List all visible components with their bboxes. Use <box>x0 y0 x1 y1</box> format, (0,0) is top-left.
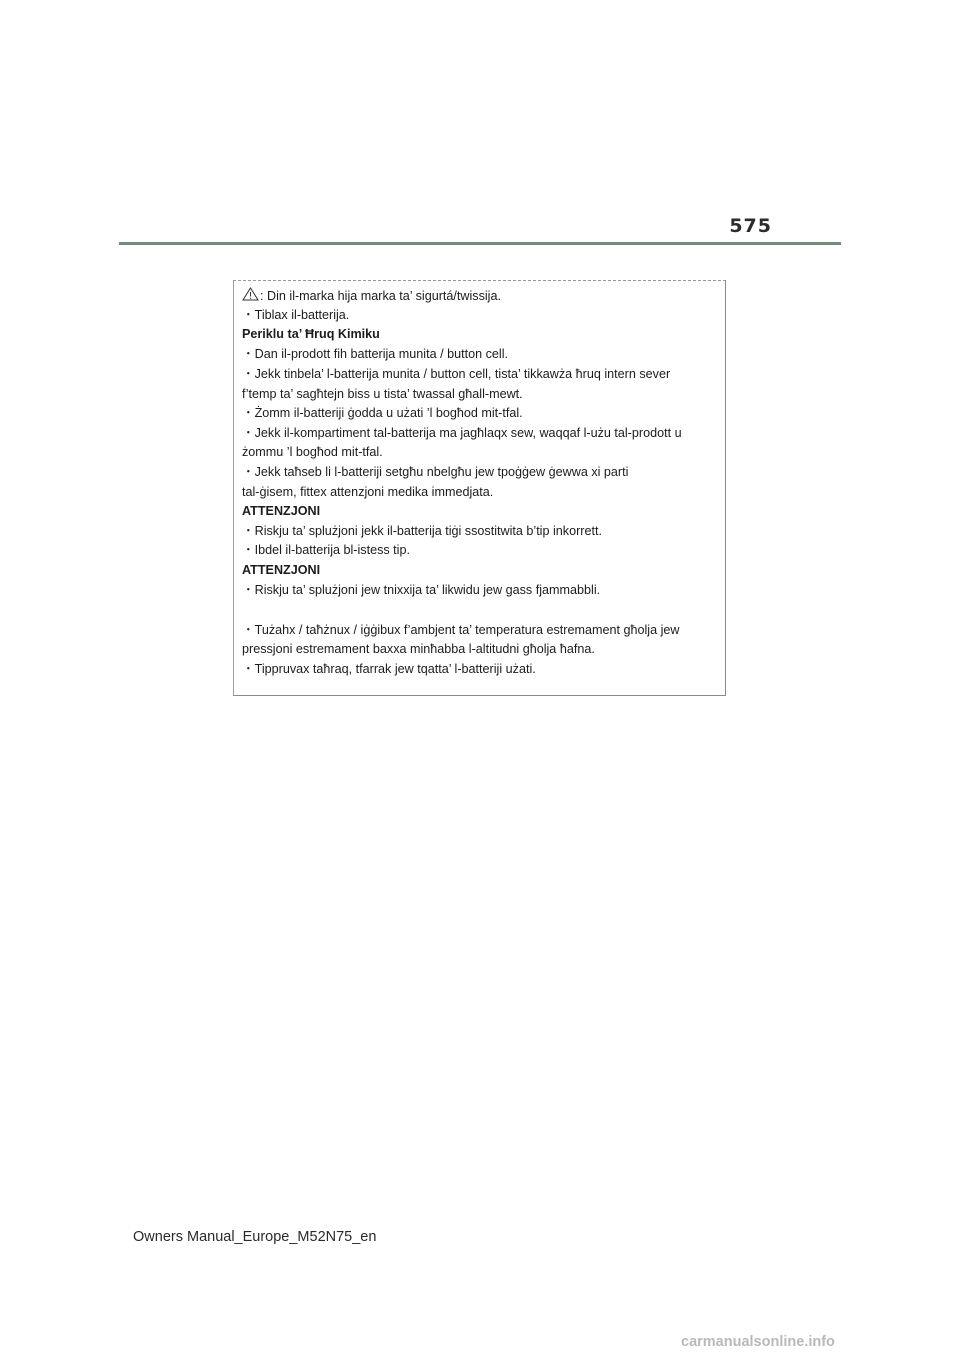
warning-symbol-line <box>242 287 501 304</box>
notice-line: ・Żomm il-batteriji ġodda u użati ’l bogħod mit-tfal. <box>242 406 523 420</box>
notice-line: : Din il-marka hija marka ta’ sigurtá/twissija. <box>260 289 501 303</box>
notice-line: ・Jekk tinbela’ l-batterija munita / button cell, tista’ tikkawża ħruq intern sever <box>242 367 671 381</box>
notice-heading: ATTENZJONI <box>242 504 321 518</box>
notice-line: ・Tiblax il-batterija. <box>242 308 350 322</box>
notice-line: żommu ’l bogħod mit-tfal. <box>242 445 383 459</box>
notice-heading: Periklu ta’ Ħruq Kimiku <box>242 327 380 341</box>
manual-id: Owners Manual_Europe_M52N75_en <box>133 1229 377 1245</box>
notice-line: ・Ibdel il-batterija bl-istess tip. <box>242 543 410 557</box>
warning-triangle-icon <box>242 287 259 301</box>
header-rule <box>119 242 841 245</box>
notice-line: ・Riskju ta’ splużjoni jekk il-batterija tiġi ssostitwita b’tip inkorrett. <box>242 524 602 538</box>
notice-line: tal-ġisem, fittex attenzjoni medika immedjata. <box>242 485 494 499</box>
notice-line: ・Jekk il-kompartiment tal-batterija ma jagħlaqx sew, waqqaf l-użu tal-prodott u <box>242 426 682 440</box>
notice-line: ・Tużahx / taħżnux / iġġibux f’ambjent ta’ temperatura estremament għolja jew <box>242 623 680 637</box>
page-number: 575 <box>729 215 772 237</box>
watermark: carmanualsonline.info <box>681 1334 835 1350</box>
notice-line: f’temp ta’ sagħtejn biss u tista’ twassal għall-mewt. <box>242 387 523 401</box>
notice-heading: ATTENZJONI <box>242 563 321 577</box>
notice-line: ・Dan il-prodott fih batterija munita / button cell. <box>242 347 508 361</box>
notice-line: ・Riskju ta’ splużjoni jew tnixxija ta’ likwidu jew gass fjammabbli. <box>242 583 601 597</box>
notice-line: pressjoni estremament baxxa minħabba l-altitudni għolja ħafna. <box>242 642 595 656</box>
notice-line: ・Tippruvax taħraq, tfarrak jew tqatta’ l-batteriji użati. <box>242 662 536 676</box>
notice-line: ・Jekk taħseb li l-batteriji setgħu nbelgħu jew tpoġġew ġewwa xi parti <box>242 465 629 479</box>
